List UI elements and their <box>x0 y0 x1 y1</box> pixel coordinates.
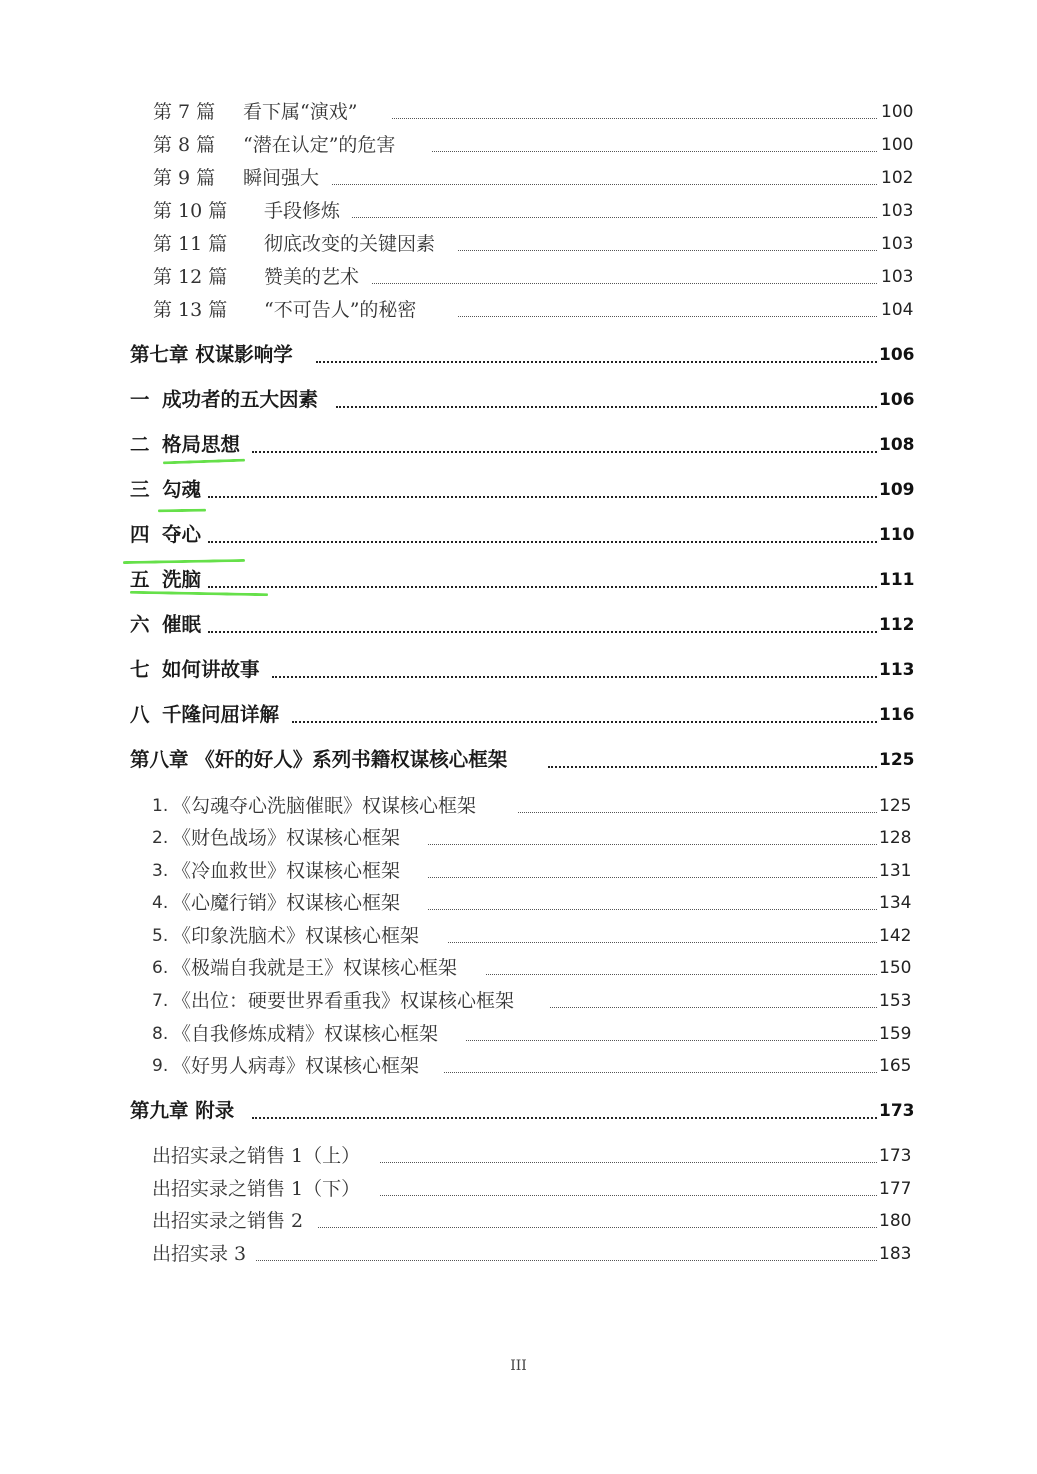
toc-entry[interactable] <box>0 130 1037 160</box>
toc-entry[interactable] <box>0 953 1037 983</box>
leader-dots <box>352 217 877 218</box>
leader-dots <box>316 361 877 363</box>
entry-title: 《财色战场》权谋核心框架 <box>172 827 401 849</box>
toc-entry[interactable] <box>0 1141 1037 1171</box>
chapter-title: 第九章 附录 <box>130 1099 235 1122</box>
toc-section[interactable] <box>0 385 1037 415</box>
leader-dots <box>252 1117 877 1119</box>
section-title: 催眠 <box>162 613 202 636</box>
entry-number: 第 9 篇 <box>153 167 216 189</box>
entry-page: 173 <box>879 1146 912 1166</box>
leader-dots <box>392 118 877 119</box>
entry-page: 150 <box>879 958 912 978</box>
toc-entry[interactable] <box>0 856 1037 886</box>
entry-page: 100 <box>881 102 914 122</box>
entry-number: 第 13 篇 <box>153 299 228 321</box>
leader-dots <box>518 812 877 813</box>
entry-page: 103 <box>881 267 914 287</box>
leader-dots <box>380 1195 877 1196</box>
entry-page: 153 <box>879 991 912 1011</box>
section-title: 千隆问屈详解 <box>162 703 280 726</box>
toc-chapter[interactable] <box>0 1096 1037 1126</box>
leader-dots <box>486 974 877 975</box>
section-title: 如何讲故事 <box>162 658 260 681</box>
entry-page: 125 <box>879 796 912 816</box>
leader-dots <box>428 909 877 910</box>
toc-entry[interactable] <box>0 97 1037 127</box>
entry-number: 第 10 篇 <box>153 200 228 222</box>
chapter-title: 第七章 权谋影响学 <box>130 343 293 366</box>
entry-number: 2. <box>152 828 169 848</box>
toc-section[interactable] <box>0 520 1037 550</box>
toc-entry[interactable] <box>0 163 1037 193</box>
entry-title: 《冷血救世》权谋核心框架 <box>172 860 401 882</box>
entry-number: 3. <box>152 861 169 881</box>
entry-page: 103 <box>881 234 914 254</box>
toc-entry[interactable] <box>0 229 1037 259</box>
leader-dots <box>208 496 877 498</box>
toc-entry[interactable] <box>0 196 1037 226</box>
section-page: 111 <box>879 570 915 590</box>
entry-number: 第 8 篇 <box>153 134 216 156</box>
entry-page: 180 <box>879 1211 912 1231</box>
toc-entry[interactable] <box>0 1174 1037 1204</box>
leader-dots <box>448 942 877 943</box>
entry-number: 6. <box>152 958 169 978</box>
entry-title: 出招实录之销售 1（上） <box>152 1145 361 1167</box>
toc-section[interactable] <box>0 700 1037 730</box>
toc-entry[interactable] <box>0 986 1037 1016</box>
chapter-page: 125 <box>879 750 915 770</box>
green-highlight-mark <box>158 509 206 513</box>
leader-dots <box>332 184 877 185</box>
entry-number: 第 7 篇 <box>153 101 216 123</box>
entry-title: 出招实录之销售 1（下） <box>152 1178 361 1200</box>
section-number: 一 <box>130 388 150 411</box>
entry-title: 看下属“演戏” <box>243 101 358 123</box>
page-number: III <box>510 1358 527 1374</box>
entry-number: 9. <box>152 1056 169 1076</box>
leader-dots <box>208 631 877 633</box>
leader-dots <box>444 1072 877 1073</box>
entry-page: 128 <box>879 828 912 848</box>
leader-dots <box>458 250 877 251</box>
chapter-page: 106 <box>879 345 915 365</box>
entry-page: 131 <box>879 861 912 881</box>
section-page: 113 <box>879 660 915 680</box>
leader-dots <box>256 1260 877 1261</box>
toc-entry[interactable] <box>0 888 1037 918</box>
entry-page: 177 <box>879 1179 912 1199</box>
toc-entry[interactable] <box>0 823 1037 853</box>
toc-entry[interactable] <box>0 1019 1037 1049</box>
section-page: 108 <box>879 435 915 455</box>
entry-page: 159 <box>879 1024 912 1044</box>
section-page: 116 <box>879 705 915 725</box>
chapter-title: 第八章 《奸的好人》系列书籍权谋核心框架 <box>130 748 508 771</box>
entry-page: 142 <box>879 926 912 946</box>
leader-dots <box>208 541 877 543</box>
entry-number: 7. <box>152 991 169 1011</box>
section-title: 格局思想 <box>162 433 241 456</box>
toc-entry[interactable] <box>0 921 1037 951</box>
section-title: 勾魂 <box>162 478 202 501</box>
green-highlight-mark <box>123 559 245 564</box>
entry-page: 102 <box>881 168 914 188</box>
entry-title: “潜在认定”的危害 <box>243 134 396 156</box>
leader-dots <box>272 676 877 678</box>
section-page: 110 <box>879 525 915 545</box>
entry-number: 4. <box>152 893 169 913</box>
entry-page: 100 <box>881 135 914 155</box>
entry-number: 5. <box>152 926 169 946</box>
section-page: 112 <box>879 615 915 635</box>
toc-entry[interactable] <box>0 1051 1037 1081</box>
leader-dots <box>458 316 877 317</box>
toc-chapter[interactable] <box>0 745 1037 775</box>
leader-dots <box>336 406 877 408</box>
section-title: 洗脑 <box>162 568 202 591</box>
toc-entry[interactable] <box>0 1239 1037 1269</box>
entry-title: 出招实录之销售 2 <box>152 1210 304 1232</box>
entry-title: 《好男人病毒》权谋核心框架 <box>172 1055 420 1077</box>
section-number: 八 <box>130 703 150 726</box>
entry-title: 赞美的艺术 <box>264 266 360 288</box>
entry-title: 《自我修炼成精》权谋核心框架 <box>172 1023 439 1045</box>
entry-title: 彻底改变的关键因素 <box>264 233 436 255</box>
leader-dots <box>548 766 877 768</box>
toc-section[interactable] <box>0 610 1037 640</box>
section-number: 二 <box>130 433 150 456</box>
leader-dots <box>466 1040 877 1041</box>
leader-dots <box>372 283 877 284</box>
entry-title: 出招实录 3 <box>152 1243 247 1265</box>
section-page: 106 <box>879 390 915 410</box>
section-number: 四 <box>130 523 150 546</box>
entry-number: 第 11 篇 <box>153 233 228 255</box>
toc-section[interactable] <box>0 475 1037 505</box>
section-number: 七 <box>130 658 150 681</box>
leader-dots <box>208 586 877 588</box>
leader-dots <box>432 151 877 152</box>
leader-dots <box>380 1162 877 1163</box>
entry-page: 183 <box>879 1244 912 1264</box>
leader-dots <box>252 451 877 453</box>
toc-entry[interactable] <box>0 1206 1037 1236</box>
toc-section[interactable] <box>0 655 1037 685</box>
entry-number: 第 12 篇 <box>153 266 228 288</box>
entry-number: 8. <box>152 1024 169 1044</box>
entry-title: 瞬间强大 <box>243 167 320 189</box>
section-title: 成功者的五大因素 <box>162 388 319 411</box>
leader-dots <box>428 844 877 845</box>
section-title: 夺心 <box>162 523 202 546</box>
toc-section[interactable] <box>0 430 1037 460</box>
toc-entry[interactable] <box>0 791 1037 821</box>
section-number: 五 <box>130 568 150 591</box>
entry-title: 《出位：硬要世界看重我》权谋核心框架 <box>172 990 515 1012</box>
toc-entry[interactable] <box>0 262 1037 292</box>
leader-dots <box>550 1007 877 1008</box>
entry-title: 《极端自我就是王》权谋核心框架 <box>172 957 458 979</box>
entry-title: “不可告人”的秘密 <box>264 299 417 321</box>
entry-page: 103 <box>881 201 914 221</box>
entry-title: 手段修炼 <box>264 200 341 222</box>
entry-page: 134 <box>879 893 912 913</box>
chapter-page: 173 <box>879 1101 915 1121</box>
toc-entry[interactable] <box>0 295 1037 325</box>
entry-page: 104 <box>881 300 914 320</box>
leader-dots <box>292 721 877 723</box>
leader-dots <box>428 877 877 878</box>
entry-title: 《勾魂夺心洗脑催眠》权谋核心框架 <box>172 795 477 817</box>
entry-number: 1. <box>152 796 169 816</box>
toc-chapter[interactable] <box>0 340 1037 370</box>
leader-dots <box>318 1227 877 1228</box>
section-number: 六 <box>130 613 150 636</box>
section-number: 三 <box>130 478 150 501</box>
section-page: 109 <box>879 480 915 500</box>
entry-title: 《心魔行销》权谋核心框架 <box>172 892 401 914</box>
entry-title: 《印象洗脑术》权谋核心框架 <box>172 925 420 947</box>
entry-page: 165 <box>879 1056 912 1076</box>
